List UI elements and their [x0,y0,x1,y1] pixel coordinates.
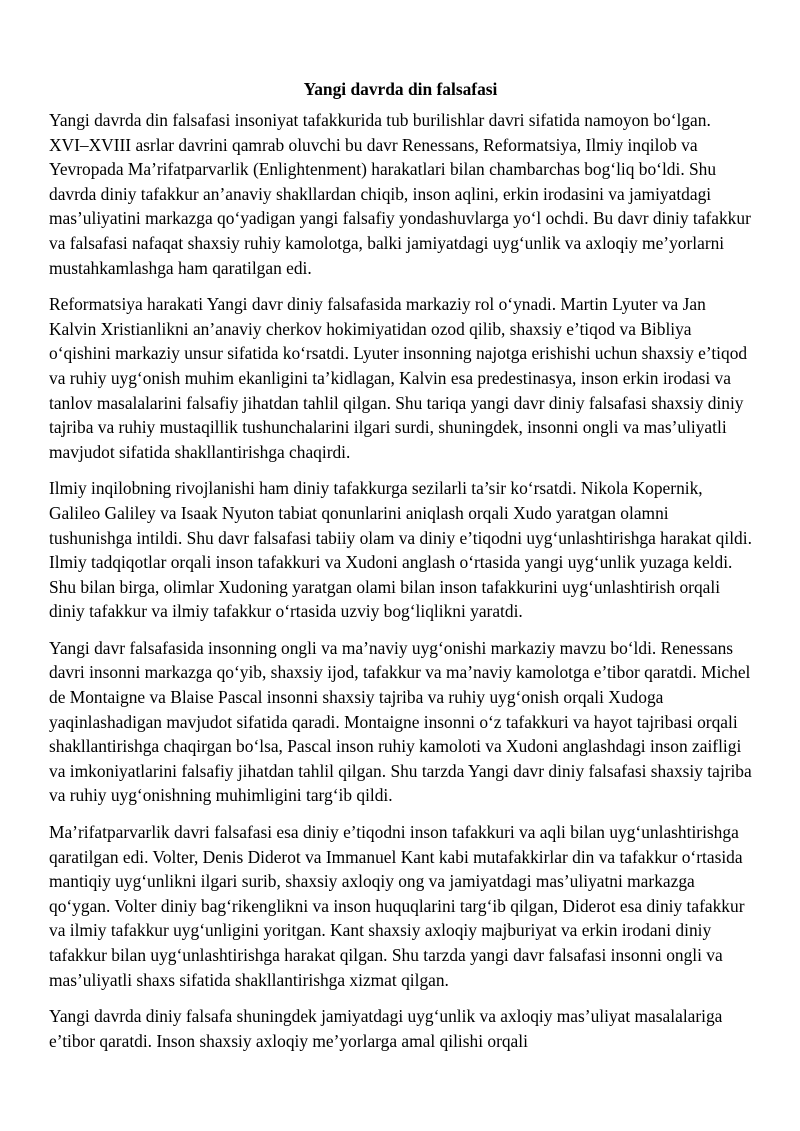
paragraph-2: Reformatsiya harakati Yangi davr diniy falsafasida markaziy rol o‘ynadi. Martin Lyuter va Jan Kalvin Xristianlikni an’anaviy cherkov hokimiyatidan ozod qilib, shaxsiy e’tiqod va Bibliya o‘qishini markaziy unsur sifatida ko‘rsatdi. Lyuter insonning najotga erishishi uchun shaxsiy e’tiqod va ruhiy uyg‘onish muhim ekanligini ta’kidlagan, Kalvin esa predestinasya, inson erkin irodasi va tanlov masalalarini falsafiy jihatdan tahlil qilgan. Shu tariqa yangi davr diniy falsafasi shaxsiy diniy tajriba va ruhiy mustaqillik tushunchalarini ilgari surdi, shuningdek, insonni ongli va mas’uliyatli mavjudot sifatida shakllantirishga chaqirdi. [49,294,748,462]
document-title: Yangi davrda din falsafasi [303,79,498,99]
paragraph-3: Ilmiy inqilobning rivojlanishi ham diniy tafakkurga sezilarli ta’sir ko‘rsatdi. Nikola Kopernik, Galileo Galiley va Isaak Nyuton tabiat qonunlarini aniqlash orqali Xudo yaratgan olamni tushunishga intildi. Shu davr falsafasi tabiiy olam va diniy e’tiqodni uyg‘unlashtirishga harakat qildi. Ilmiy tadqiqotlar orqali inson tafakkuri va Xudoni anglash o‘rtasida yangi uyg‘unlik yuzaga keldi. Shu bilan birga, olimlar Xudoning yaratgan olami bilan inson tafakkurini uyg‘unlashtirish orqali diniy tafakkur va ilmiy tafakkur o‘rtasida uzviy bog‘liqlikni yaratdi. [49,478,752,622]
paragraph-6: Yangi davrda diniy falsafa shuningdek jamiyatdagi uyg‘unlik va axloqiy mas’uliyat masalalariga e’tibor qaratdi. Inson shaxsiy axloqiy me’yorlarga amal qilishi orqali [49,1006,723,1051]
paragraph-4: Yangi davr falsafasida insonning ongli va ma’naviy uyg‘onishi markaziy mavzu bo‘ldi. Renessans davri insonni markazga qo‘yib, shaxsiy ijod, tafakkur va ma’naviy kamolotga e’tibor qaratdi. Michel de Montaigne va Blaise Pascal insonni shaxsiy tajriba va ruhiy uyg‘onish orqali Xudoga yaqinlashadigan mavjudot sifatida qaradi. Montaigne insonni o‘z tafakkuri va hayot tajribasi orqali shakllantirishga chaqirgan bo‘lsa, Pascal inson ruhiy kamoloti va Xudoni anglashdagi inson zaifligi va imkoniyatlarini falsafiy jihatdan tahlil qilgan. Shu tarzda Yangi davr diniy falsafasi shaxsiy tajriba va ruhiy uyg‘onishning muhimligini targ‘ib qildi. [49,637,752,806]
paragraph-1: Yangi davrda din falsafasi insoniyat tafakkurida tub burilishlar davri sifatida namoyon bo‘lgan. XVI–XVIII asrlar davrini qamrab oluvchi bu davr Renessans, Reformatsiya, Ilmiy inqilob va Yevropada Ma’rifatparvarlik (Enlightenment) harakatlari bilan chambarchas bog‘liq bo‘ldi. Shu davrda diniy tafakkur an’anaviy shakllardan chiqib, inson aqlini, erkin irodasini va jamiyatdagi mas’uliyatini markazga qo‘yadigan yangi falsafiy yondashuvlarga yo‘l ochdi. Bu davr diniy tafakkur va falsafasi nafaqat shaxsiy ruhiy kamolotga, balki jamiyatdagi uyg‘unlik va axloqiy me’yorlarni mustahkamlashga ham qaratilgan edi. [49,110,751,278]
paragraph-5: Ma’rifatparvarlik davri falsafasi esa diniy e’tiqodni inson tafakkuri va aqli bilan uyg‘unlashtirishga qaratilgan edi. Volter, Denis Diderot va Immanuel Kant kabi mutafakkirlar din va tafakkur o‘rtasida mantiqiy uyg‘unlikni ilgari surib, shaxsiy axloqiy ong va jamiyatdagi mas’uliyatni markazga qo‘ygan. Volter diniy bag‘rikenglikni va inson huquqlarini targ‘ib qilgan, Diderot esa diniy tafakkur va ilmiy tafakkur uyg‘unligini yoritgan. Kant shaxsiy axloqiy majburiyat va erkin irodani diniy tafakkur bilan uyg‘unlashtirishga harakat qilgan. Shu tarzda yangi davr falsafasi insonni ongli va mas’uliyatli shaxs sifatida shakllantirishga xizmat qilgan. [49,822,745,990]
